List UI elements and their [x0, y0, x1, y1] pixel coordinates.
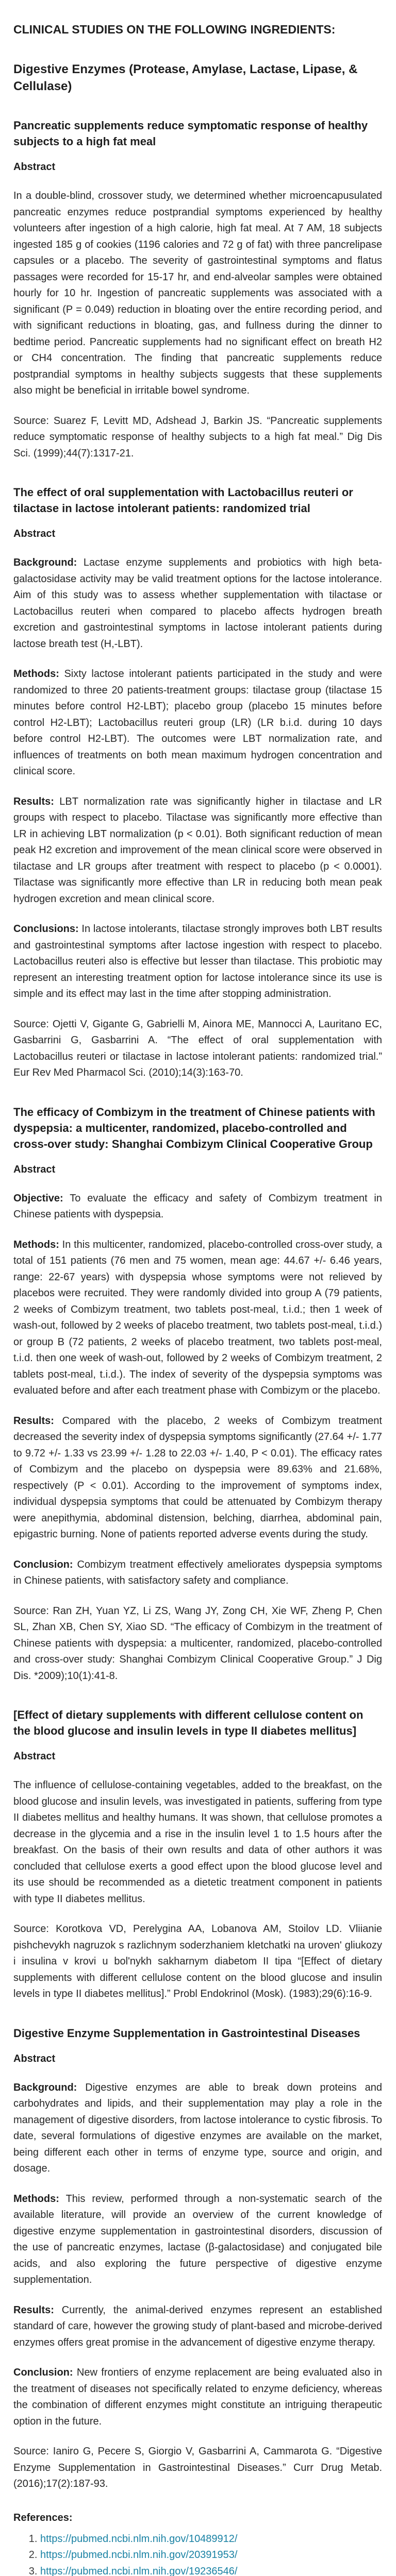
- reference-item: [40, 2564, 382, 2576]
- study-paragraph: Methods: Sixty lactose intolerant patients participated in the study and were randomized to three 20 patients-treatment groups: tilactase group (tilactase 15 minutes before control H2-LBT); placebo group (placebo 15 minutes before control H2-LBT); Lactobacillus reuteri group (LR) (LR b.i.d. during 10 days before control H2-LBT). The outcomes were LBT normalization rate, and influences of treatments on both mean maximum hydrogen concentration and clinical score.: [13, 666, 382, 780]
- paragraph-label: Results:: [13, 2304, 54, 2316]
- studies-container: [13, 117, 382, 2493]
- paragraph-label: Conclusion:: [13, 2367, 73, 2378]
- study-source: Source: Ojetti V, Gigante G, Gabrielli M, Ainora ME, Mannocci A, Lauritano EC, Gasbarrini G, Gasbarrini A. “The effect of oral supplementation with Lactobacillus reuteri or tilactase in lactose intolerant patients: randomized trial.” Eur Rev Med Pharmacol Sci. (2010);14(3):163-70.: [13, 1016, 382, 1081]
- study-title: Pancreatic supplements reduce symptomatic response of healthy subjects to a high fat meal: [13, 117, 382, 149]
- reference-link[interactable]: https://pubmed.ncbi.nlm.nih.gov/20391953/: [40, 2549, 237, 2561]
- study-paragraph: Results: Currently, the animal-derived enzymes represent an established standard of care, however the growing study of plant-based and microbe-derived enzymes offers great promise in the advancement of digestive enzyme therapy.: [13, 2302, 382, 2351]
- reference-link[interactable]: https://pubmed.ncbi.nlm.nih.gov/10489912/: [40, 2533, 237, 2545]
- references-list: [13, 2531, 382, 2576]
- study-section: [13, 484, 382, 1081]
- study-paragraph: Results: LBT normalization rate was significantly higher in tilactase and LR groups with respect to placebo. Tilactase was significantly more effective than LR in achieving LBT normalization (p < 0.01). Both significant reduction of mean peak H2 excretion and improvement of the mean clinical score were observed in tilactase and LR groups after treatment with respect to placebo (p < 0.0001). Tilactase was significantly more effective than LR in reducing both mean peak hydrogen excretion and mean clinical score.: [13, 794, 382, 908]
- paragraph-label: Methods:: [13, 1239, 59, 1250]
- ingredients-heading: Digestive Enzymes (Protease, Amylase, Lactase, Lipase, & Cellulase): [13, 61, 382, 95]
- paragraph-label: Results:: [13, 1415, 54, 1427]
- reference-link[interactable]: https://pubmed.ncbi.nlm.nih.gov/19236546/: [40, 2566, 237, 2576]
- study-paragraph: Methods: This review, performed through a non-systematic search of the available literature, will provide an overview of the current knowledge of digestive enzyme supplementation in gastrointestinal disorders, discussion of the use of pancreatic enzymes, lactase (β-galactosidase) and conjugated bile acids, and also exploring the future perspective of digestive enzyme supplementation.: [13, 2191, 382, 2289]
- study-paragraph: Objective: To evaluate the efficacy and safety of Combizym treatment in Chinese patients with dyspepsia.: [13, 1191, 382, 1223]
- study-section: [13, 1104, 382, 1685]
- abstract-label: Abstract: [13, 160, 382, 174]
- paragraph-label: Conclusions:: [13, 923, 79, 935]
- references-section: [13, 2511, 382, 2576]
- paragraph-label: Background:: [13, 557, 77, 568]
- study-title: [Effect of dietary supplements with different cellulose content on the blood glucose and insulin levels in type II diabetes mellitus]: [13, 1707, 382, 1739]
- study-paragraph: Conclusion: New frontiers of enzyme replacement are being evaluated also in the treatment of diseases not specifically related to enzyme deficiency, whereas the combination of different enzymes might constitute an intriguing therapeutic option in the future.: [13, 2365, 382, 2430]
- study-section: [13, 2025, 382, 2493]
- study-paragraph: The influence of cellulose-containing vegetables, added to the breakfast, on the blood glucose and insulin levels, was investigated in patients, suffering from type II diabetes mellitus and healthy humans. It was shown, that cellulose promotes a decrease in the glycemia and a rise in the insulin level 1 to 1.5 hours after the breakfast. On the basis of their own results and data of other authors it was concluded that cellulose exerts a good effect upon the blood glucose level and its use should be recommended as a dietetic treatment component in patients with type II diabetes mellitus.: [13, 1777, 382, 1907]
- study-source: Source: Ianiro G, Pecere S, Giorgio V, Gasbarrini A, Cammarota G. “Digestive Enzyme Supplementation in Gastrointestinal Diseases.” Curr Drug Metab. (2016);17(2):187-93.: [13, 2444, 382, 2493]
- study-paragraph: Background: Digestive enzymes are able to break down proteins and carbohydrates and lipids, and their supplementation may play a role in the management of digestive disorders, from lactose intolerance to cystic fibrosis. To date, several formulations of digestive enzymes are available on the market, being different each other in terms of enzyme type, source and origin, and dosage.: [13, 2080, 382, 2177]
- abstract-label: Abstract: [13, 1163, 382, 1177]
- page-title: CLINICAL STUDIES ON THE FOLLOWING INGREDIENTS:: [13, 22, 382, 37]
- paragraph-label: Results:: [13, 796, 54, 807]
- paragraph-label: Objective:: [13, 1193, 63, 1204]
- study-source: Source: Suarez F, Levitt MD, Adshead J, Barkin JS. “Pancreatic supplements reduce symptomatic response of healthy subjects to a high fat meal.” Dig Dis Sci. (1999);44(7):1317-21.: [13, 413, 382, 462]
- study-paragraph: Background: Lactase enzyme supplements and probiotics with high beta-galactosidase activity may be valid treatment options for the lactose intolerance. Aim of this study was to assess whether supplementation with tilactase or Lactobacillus reuteri when compared to placebo affects hydrogen breath excretion and gastrointestinal symptoms in lactose intolerant patients during lactose breath test (H,-LBT).: [13, 555, 382, 652]
- study-title: The effect of oral supplementation with Lactobacillus reuteri or tilactase in lactose intolerant patients: randomized trial: [13, 484, 382, 516]
- paragraph-label: Methods:: [13, 668, 59, 680]
- abstract-label: Abstract: [13, 1750, 382, 1764]
- study-title: The efficacy of Combizym in the treatment of Chinese patients with dyspepsia: a multicenter, randomized, placebo-controlled and cross-over study: Shanghai Combizym Clinical Cooperative Group: [13, 1104, 382, 1152]
- paragraph-label: Methods:: [13, 2193, 59, 2205]
- paragraph-label: Background:: [13, 2082, 77, 2093]
- study-paragraph: In a double-blind, crossover study, we determined whether microencapusulated pancreatic enzymes reduce postprandial symptoms experienced by healthy volunteers after ingestion of a high calorie, high fat meal. At 7 AM, 18 subjects ingested 185 g of cookies (1196 calories and 72 g of fat) with three pancrelipase capsules or a placebo. The severity of gastrointestinal symptoms and flatus passages were recorded for 15-17 hr, and end-alveolar samples were obtained hourly for 10 hr. Ingestion of pancreatic supplements was associated with a significant (P = 0.049) reduction in bloating over the entire recording period, and with significant reductions in bloating, gas, and fullness during the dinner to bedtime period. Pancreatic supplements had no significant effect on breath H2 or CH4 concentration. The finding that pancreatic supplements reduce postprandial symptoms in healthy subjects suggests that these supplements also might be beneficial in irritable bowel syndrome.: [13, 188, 382, 399]
- study-source: Source: Korotkova VD, Perelygina AA, Lobanova AM, Stoilov LD. Vliianie pishchevykh nagruzok s razlichnym soderzhaniem kletchatki na uroven' gliukozy i insulina v krovi u bol'nykh sakharnym diabetom II tipa “[Effect of dietary supplements with different cellulose content on the blood glucose and insulin levels in type II diabetes mellitus].” Probl Endokrinol (Mosk). (1983);29(6):16-9.: [13, 1921, 382, 2003]
- abstract-label: Abstract: [13, 527, 382, 541]
- study-title: Digestive Enzyme Supplementation in Gastrointestinal Diseases: [13, 2025, 382, 2041]
- reference-item: [40, 2531, 382, 2548]
- paragraph-label: Conclusion:: [13, 1559, 73, 1570]
- references-heading: References:: [13, 2511, 382, 2525]
- study-source: Source: Ran ZH, Yuan YZ, Li ZS, Wang JY, Zong CH, Xie WF, Zheng P, Chen SL, Zhan XB, Chen SY, Xiao SD. “The efficacy of Combizym in the treatment of Chinese patients with dyspepsia: a multicenter, randomized, placebo-controlled and cross-over study: Shanghai Combizym Clinical Cooperative Group.” J Dig Dis. *2009);10(1):41-8.: [13, 1603, 382, 1685]
- study-section: [13, 1707, 382, 2003]
- study-paragraph: Results: Compared with the placebo, 2 weeks of Combizym treatment decreased the severity index of dyspepsia symptoms significantly (27.64 +/- 1.77 to 9.72 +/- 1.33 vs 23.99 +/- 1.28 to 22.03 +/- 1.40, P < 0.01). The efficacy rates of Combizym and the placebo on dyspepsia were 89.63% and 21.68%, respectively (P < 0.01). According to the improvement of symptoms index, individual dyspepsia symptoms that could be attenuated by Combizym therapy were anepithymia, abdominal distension, belching, diarrhea, abdominal pain, epigastric burning. None of patients reported adverse events during the study.: [13, 1413, 382, 1543]
- study-section: [13, 117, 382, 462]
- abstract-label: Abstract: [13, 2052, 382, 2066]
- study-paragraph: Conclusions: In lactose intolerants, tilactase strongly improves both LBT results and gastrointestinal symptoms after lactose ingestion with respect to placebo. Lactobacillus reuteri also is effective but lesser than tilactase. This probiotic may represent an interesting treatment option for lactose intolerance since its use is simple and its effect may last in the time after stopping administration.: [13, 921, 382, 1003]
- study-paragraph: Conclusion: Combizym treatment effectively ameliorates dyspepsia symptoms in Chinese patients, with satisfactory safety and compliance.: [13, 1557, 382, 1589]
- study-paragraph: Methods: In this multicenter, randomized, placebo-controlled cross-over study, a total of 151 patients (76 men and 75 women, mean age: 44.67 +/- 6.46 years, range: 22-67 years) with dyspepsia whose symptoms were not relieved by placebos were recruited. They were randomly divided into group A (79 patients, 2 weeks of Combizym treatment, two tablets post-meal, t.i.d.; then 1 week of wash-out, followed by 2 weeks of placebo treatment, two tablets post-meal, t.i.d.) or group B (72 patients, 2 weeks of placebo treatment, two tablets post-meal, t.i.d. then one week of wash-out, followed by 2 weeks of Combizym treatment, 2 tablets post-meal, t.i.d.). The index of severity of the dyspepsia symptoms was evaluated before and after each treatment phase with Combizym or the placebo.: [13, 1237, 382, 1399]
- reference-item: [40, 2547, 382, 2564]
